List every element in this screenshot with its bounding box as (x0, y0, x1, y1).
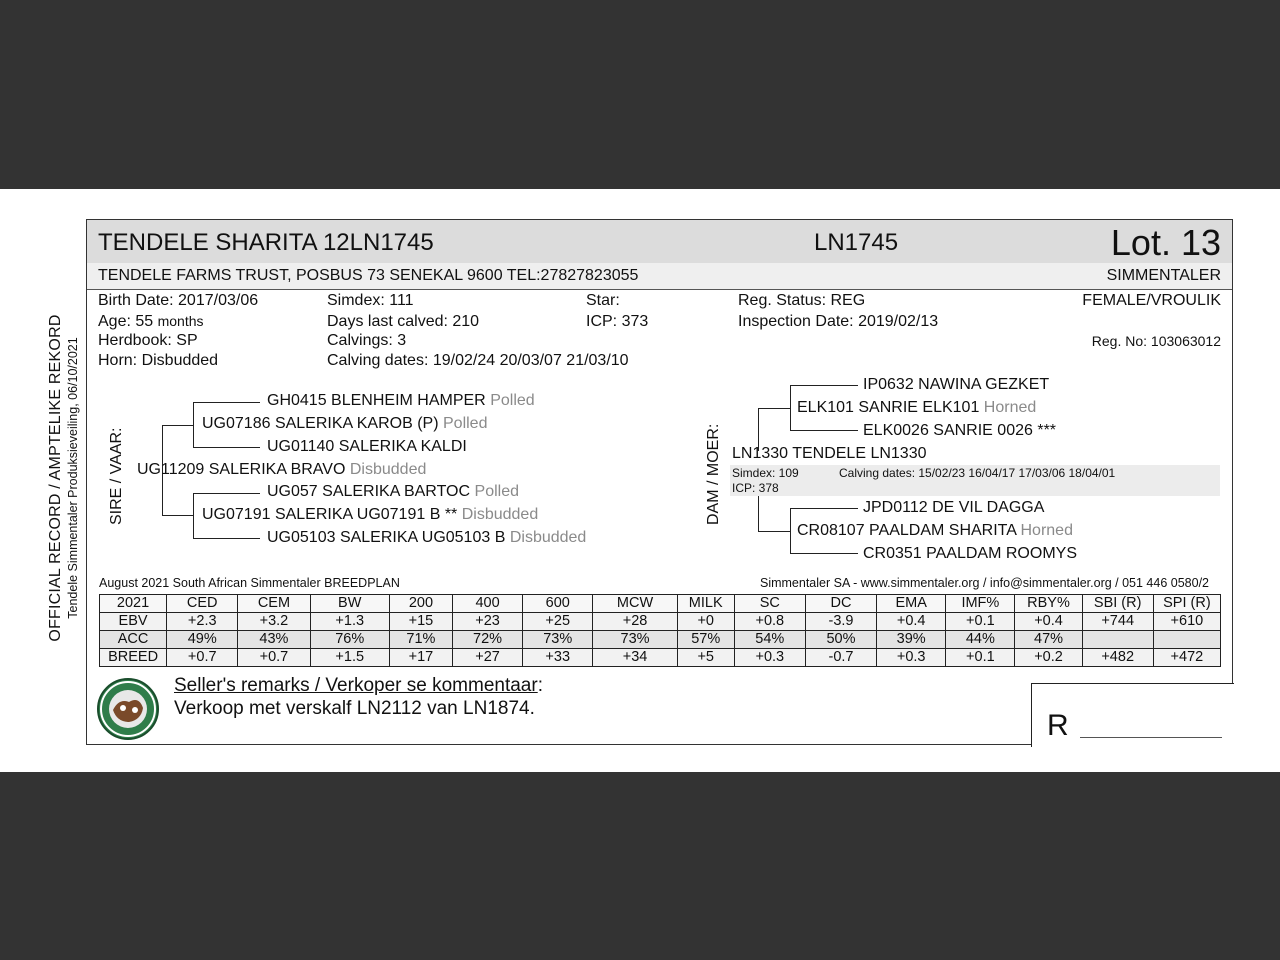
dsd-name: ELK0026 SANRIE 0026 *** (863, 422, 1057, 439)
table-header-cell: MCW (593, 595, 677, 613)
breedplan-caption: August 2021 South African Simmentaler BREEDPLAN (99, 576, 400, 590)
dss-entry (863, 376, 1049, 394)
official-record-label: OFFICIAL RECORD / AMPTELIKE REKORD (47, 314, 64, 642)
ss-note: Polled (443, 415, 488, 432)
simmentaler-logo-icon (97, 678, 159, 740)
table-cell: +15 (389, 613, 452, 631)
table-cell: +744 (1082, 613, 1153, 631)
table-cell: +3.2 (238, 613, 310, 631)
table-cell: +0.1 (946, 613, 1015, 631)
table-cell: +33 (523, 649, 593, 667)
age-unit: months (157, 313, 204, 329)
sire-label: SIRE / VAAR: (108, 427, 125, 525)
horn: Horn: Disbudded (98, 352, 219, 369)
table-cell: +1.3 (310, 613, 389, 631)
table-cell: -0.7 (805, 649, 876, 667)
table-cell: 43% (238, 631, 310, 649)
sds-note: Polled (474, 483, 519, 500)
table-header-cell: MILK (677, 595, 734, 613)
table-cell: +472 (1153, 649, 1220, 667)
table-header-cell: 400 (452, 595, 522, 613)
table-cell: +0.2 (1015, 649, 1082, 667)
ds-name: ELK101 SANRIE ELK101 (797, 399, 980, 416)
table-cell: 54% (734, 631, 805, 649)
auction-sheet (0, 189, 1280, 772)
dd-entry (797, 522, 1073, 540)
table-cell (1153, 631, 1220, 649)
remarks-title: Seller's remarks / Verkoper se kommentaar (174, 675, 538, 696)
breed-name: SIMMENTALER (1106, 267, 1221, 284)
table-cell: 72% (452, 631, 522, 649)
dds-entry (863, 499, 1044, 517)
table-cell: +0.7 (167, 649, 238, 667)
animal-name: TENDELE SHARITA 12LN1745 (98, 229, 434, 256)
table-cell: +482 (1082, 649, 1153, 667)
table-cell (1082, 631, 1153, 649)
reg-no: Reg. No: 103063012 (1091, 333, 1221, 349)
table-cell: 73% (593, 631, 677, 649)
table-cell: 50% (805, 631, 876, 649)
table-cell: +0 (677, 613, 734, 631)
sd-entry (202, 506, 538, 524)
table-cell: EBV (100, 613, 167, 631)
table-cell: +2.3 (167, 613, 238, 631)
simdex: Simdex: 111 (327, 292, 414, 309)
star: Star: (586, 292, 620, 309)
sds-entry (267, 483, 519, 501)
ds-note: Horned (983, 399, 1037, 416)
table-header-cell: 2021 (100, 595, 167, 613)
table-cell: +28 (593, 613, 677, 631)
ss-name: UG07186 SALERIKA KAROB (P) (202, 415, 439, 432)
table-cell: 47% (1015, 631, 1082, 649)
sd-name: UG07191 SALERIKA UG07191 B ** (202, 506, 458, 523)
days-last-calved: Days last calved: 210 (327, 313, 480, 330)
table-cell: +610 (1153, 613, 1220, 631)
table-header-cell: BW (310, 595, 389, 613)
calvings: Calvings: 3 (327, 332, 407, 349)
table-header-cell: 200 (389, 595, 452, 613)
table-cell: -3.9 (805, 613, 876, 631)
table-header-cell: EMA (877, 595, 946, 613)
sdd-name: UG05103 SALERIKA UG05103 B (267, 529, 506, 546)
herdbook: Herdbook: SP (98, 332, 198, 349)
table-header-row (100, 595, 1221, 613)
age-value: Age: 55 (98, 313, 154, 330)
table-row (100, 631, 1221, 649)
table-cell: 71% (389, 631, 452, 649)
owner: TENDELE FARMS TRUST, POSBUS 73 SENEKAL 9600 TEL:27827823055 (98, 267, 639, 284)
calving-dates: Calving dates: 19/02/24 20/03/07 21/03/10 (327, 352, 629, 369)
remarks-colon: : (537, 675, 543, 696)
sss-entry (267, 392, 535, 410)
table-cell: ACC (100, 631, 167, 649)
birth-date: Birth Date: 2017/03/06 (98, 292, 259, 309)
table-header-cell: IMF% (946, 595, 1015, 613)
ss-entry (202, 415, 487, 433)
table-header-cell: CEM (238, 595, 310, 613)
sex: FEMALE/VROULIK (1082, 292, 1221, 309)
ssd-name: UG01140 SALERIKA KALDI (267, 438, 467, 455)
dds-name: JPD0112 DE VIL DAGGA (863, 499, 1045, 516)
table-header-cell: CED (167, 595, 238, 613)
icp: ICP: 373 (586, 313, 649, 330)
table-cell: +34 (593, 649, 677, 667)
dss-name: IP0632 NAWINA GEZKET (863, 376, 1050, 393)
r-label: R (1047, 709, 1069, 742)
reg-status: Reg. Status: REG (738, 292, 866, 309)
table-cell: +5 (677, 649, 734, 667)
sdd-note: Disbudded (509, 529, 587, 546)
remarks-text: Verkoop met verskalf LN2112 van LN1874. (174, 698, 535, 719)
ds-entry (797, 399, 1036, 417)
title-bar (87, 220, 1232, 264)
sds-name: UG057 SALERIKA BARTOC (267, 483, 471, 500)
sss-note: Polled (490, 392, 535, 409)
table-cell: 57% (677, 631, 734, 649)
table-cell: +1.5 (310, 649, 389, 667)
inspection-date: Inspection Date: 2019/02/13 (738, 313, 939, 330)
table-header-cell: 600 (523, 595, 593, 613)
ddd-entry (863, 545, 1077, 563)
dd-name: CR08107 PAALDAM SHARITA (797, 522, 1017, 539)
table-cell: +27 (452, 649, 522, 667)
table-cell: +23 (452, 613, 522, 631)
table-cell: +25 (523, 613, 593, 631)
dd-note: Horned (1020, 522, 1073, 539)
table-cell: 44% (946, 631, 1015, 649)
owner-bar (87, 263, 1232, 290)
auction-label: Tendele Simmentaler Produksieveiling, 06/10/2021 (66, 337, 80, 619)
table-cell: +0.1 (946, 649, 1015, 667)
sire-name: UG11209 SALERIKA BRAVO (137, 461, 346, 478)
r-signature-line (1080, 737, 1222, 738)
table-cell: +0.8 (734, 613, 805, 631)
table-cell: +0.4 (877, 613, 946, 631)
dam-label: DAM / MOER: (705, 423, 722, 525)
table-cell: 76% (310, 631, 389, 649)
table-cell: 49% (167, 631, 238, 649)
sire-note: Disbudded (349, 461, 427, 478)
table-cell: 39% (877, 631, 946, 649)
sss-name: GH0415 BLENHEIM HAMPER (267, 392, 486, 409)
table-cell: BREED (100, 649, 167, 667)
sdd-entry (267, 529, 586, 547)
dam-name: LN1330 TENDELE LN1330 (732, 445, 927, 462)
table-row (100, 613, 1221, 631)
sire-entry (137, 461, 426, 479)
table-header-cell: SPI (R) (1153, 595, 1220, 613)
remarks-heading (174, 675, 543, 697)
breedplan-table (99, 594, 1221, 667)
lot-number: Lot. 13 (1110, 222, 1221, 263)
animal-id: LN1745 (814, 229, 899, 256)
dam-calving: Calving dates: 15/02/23 16/04/17 17/03/06 18/04/01 (839, 466, 1116, 480)
table-header-cell: SC (734, 595, 805, 613)
table-cell: +0.7 (238, 649, 310, 667)
age (98, 313, 204, 331)
dsd-entry (863, 422, 1056, 440)
table-cell: +0.3 (734, 649, 805, 667)
breedplan-body (100, 595, 1221, 667)
table-header-cell: SBI (R) (1082, 595, 1153, 613)
dam-entry (732, 445, 927, 463)
ddd-name: CR0351 PAALDAM ROOMYS (863, 545, 1077, 562)
sd-note: Disbudded (461, 506, 539, 523)
table-cell: 73% (523, 631, 593, 649)
dam-simdex: Simdex: 109 (732, 466, 799, 480)
table-header-cell: DC (805, 595, 876, 613)
table-cell: +0.4 (1015, 613, 1082, 631)
dam-icp: ICP: 378 (732, 481, 779, 495)
ssd-entry (267, 438, 467, 456)
simmentaler-contact: Simmentaler SA - www.simmentaler.org / info@simmentaler.org / 051 446 0580/2 (759, 576, 1209, 590)
table-cell: +17 (389, 649, 452, 667)
table-header-cell: RBY% (1015, 595, 1082, 613)
table-cell: +0.3 (877, 649, 946, 667)
table-row (100, 649, 1221, 667)
